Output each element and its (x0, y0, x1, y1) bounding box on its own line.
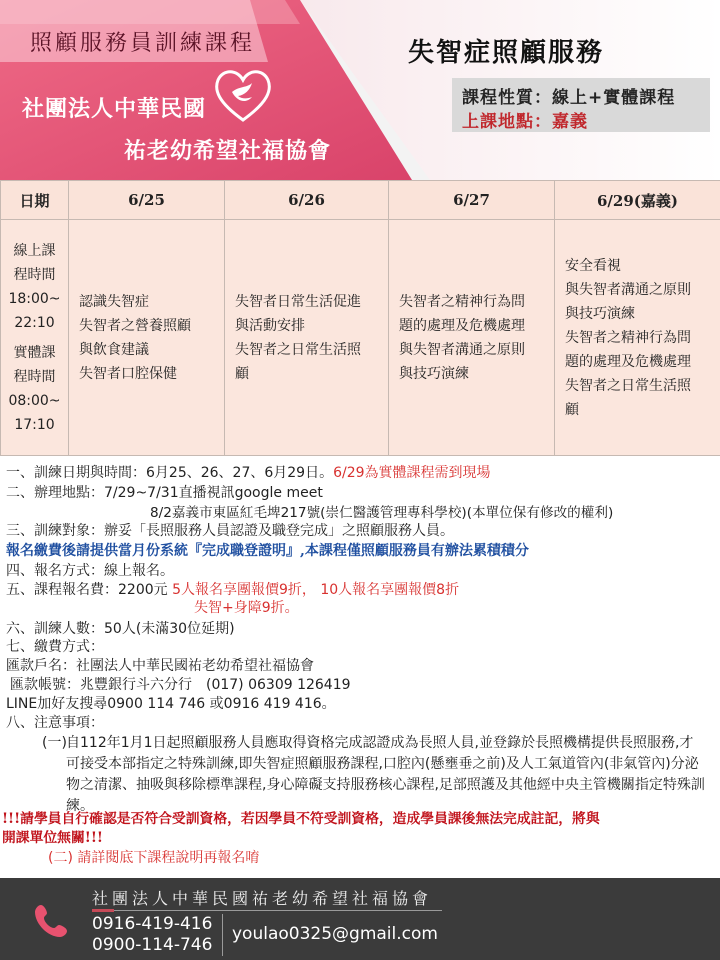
header-banner (0, 0, 720, 180)
course-topic: 與飲食建議 (79, 341, 149, 358)
time-label: 程時間 (13, 368, 56, 385)
footer-vertical-divider (222, 914, 223, 956)
course-topic: 與失智者溝通之原則 (565, 281, 691, 298)
footer-accent-bar (92, 909, 114, 912)
heart-dove-icon (212, 66, 274, 124)
course-details (0, 456, 720, 878)
payment-method-label: 七、繳費方式： (6, 639, 104, 655)
time-value: 18:00~ (8, 290, 61, 307)
course-topic: 與技巧演練 (399, 365, 469, 382)
detail-item-1 (6, 464, 491, 482)
course-topic: 失智者之日常生活照 (565, 377, 691, 394)
registration-notice: 報名繳費後請提供當月份系統『完成職登證明』,本課程僅照顧服務員有辦法累積積分 (6, 543, 529, 559)
table-cell (389, 220, 555, 456)
course-topic: 與失智者溝通之原則 (399, 341, 525, 358)
course-topic: 失智者之營養照顧 (79, 317, 191, 334)
header-date: 日期 (1, 181, 69, 220)
phone-number-1[interactable]: 0916-419-416 (92, 914, 213, 934)
time-value: 17:10 (14, 416, 55, 433)
table-cell (225, 220, 389, 456)
course-topic: 失智者口腔保健 (79, 365, 177, 382)
note-1 (42, 733, 706, 817)
training-target: 三、訓練對象：辦妥「長照服務人員認證及職登完成」之照顧服務人員。 (6, 523, 454, 539)
footer-contact-bar (0, 878, 720, 960)
training-venue: 二、辦理地點：7/29~7/31直播視訊google meet (6, 485, 323, 501)
schedule-table (0, 180, 720, 456)
onsite-notice: 6/29為實體課程需到現場 (333, 465, 491, 481)
line-contact: LINE加好友搜尋0900 114 746 或0916 419 416。 (6, 696, 336, 712)
note-1-text: 自112年1月1日起照顧服務人員應取得資格完成認證成為長照人員,並登錄於長照機構提供長照服務,才可接受本部指定之特殊訓練,即失智症照顧服務課程,口腔內(懸壅垂之前)及人工氣道管內(非氣管內)分泌物之清潔、抽吸與移除標準課程,身心障礙支持服務核心課程,足部照護及其他經中央主管機關指定特殊訓練。 (66, 735, 705, 814)
course-location-text: 上課地點：嘉義 (462, 112, 588, 132)
time-label: 程時間 (13, 266, 56, 283)
training-dates: 一、訓練日期與時間：6月25、26、27、6月29日。 (6, 465, 334, 481)
service-title: 失智症照顧服務 (408, 38, 605, 68)
registration-fee: 五、課程報名費：2200元 (6, 582, 168, 598)
table-cell (69, 220, 225, 456)
course-topic: 安全看視 (565, 257, 621, 274)
footer-org-name: 社團法人中華民國祐老幼希望社福協會 (92, 889, 433, 908)
header-day-1: 6/25 (69, 181, 225, 220)
course-topic: 題的處理及危機處理 (565, 353, 691, 370)
registration-method: 四、報名方式：線上報名。 (6, 563, 174, 579)
course-type-text: 課程性質：線上+實體課程 (462, 88, 676, 108)
course-topic: 失智者日常生活促進 (235, 293, 361, 310)
table-row (1, 220, 720, 456)
time-column (1, 220, 69, 456)
account-name: 匯款戶名：社團法人中華民國祐老幼希望社福協會 (6, 658, 314, 674)
note-2: (二) 請詳閱底下課程說明再報名唷 (48, 850, 260, 866)
eligibility-warning-line2: 開課單位無關!!! (2, 830, 103, 846)
trainee-count: 六、訓練人數：50人(未滿30位延期) (6, 621, 235, 637)
course-topic: 與活動安排 (235, 317, 305, 334)
course-info-box (452, 78, 710, 132)
notes-label: 八、注意事項： (6, 715, 104, 731)
table-header-row (1, 181, 720, 220)
course-topic: 顧 (565, 401, 579, 418)
time-label: 線上課 (13, 242, 56, 259)
email-address[interactable]: youlao0325@gmail.com (232, 924, 438, 944)
note-1-label: (一) (42, 735, 67, 751)
phone-number-2[interactable]: 0900-114-746 (92, 935, 213, 955)
group-discount: 5人報名享團報價9折， 10人報名享團報價8折 (172, 582, 460, 598)
training-address: 8/2嘉義市東區紅毛埤217號(崇仁醫護管理專科學校)(本單位保有修改的權利) (150, 505, 614, 521)
fee-line (6, 581, 459, 599)
phone-icon (32, 902, 70, 940)
eligibility-warning-line1: !!!請學員自行確認是否符合受訓資格，若因學員不符受訓資格，造成學員課後無法完成註記，將與 (2, 811, 600, 827)
course-topic: 失智者之日常生活照 (235, 341, 361, 358)
course-topic: 失智者之精神行為問 (399, 293, 525, 310)
combo-discount: 失智+身障9折。 (194, 600, 299, 616)
time-value: 08:00~ (8, 392, 61, 409)
org-name-line2: 祐老幼希望社福協會 (124, 138, 332, 164)
footer-divider (92, 910, 442, 911)
course-topic: 認識失智症 (79, 293, 149, 310)
course-heading: 照顧服務員訓練課程 (30, 31, 256, 56)
time-value: 22:10 (14, 314, 55, 331)
course-topic: 顧 (235, 365, 249, 382)
header-day-2: 6/26 (225, 181, 389, 220)
course-topic: 失智者之精神行為問 (565, 329, 691, 346)
course-topic: 與技巧演練 (565, 305, 635, 322)
header-day-4: 6/29(嘉義) (555, 181, 720, 220)
course-topic: 題的處理及危機處理 (399, 317, 525, 334)
account-number: 匯款帳號：兆豐銀行斗六分行 (017) 06309 126419 (10, 677, 351, 693)
table-cell (555, 220, 720, 456)
header-day-3: 6/27 (389, 181, 555, 220)
time-label: 實體課 (13, 344, 56, 361)
org-name-line1: 社團法人中華民國 (22, 96, 207, 122)
